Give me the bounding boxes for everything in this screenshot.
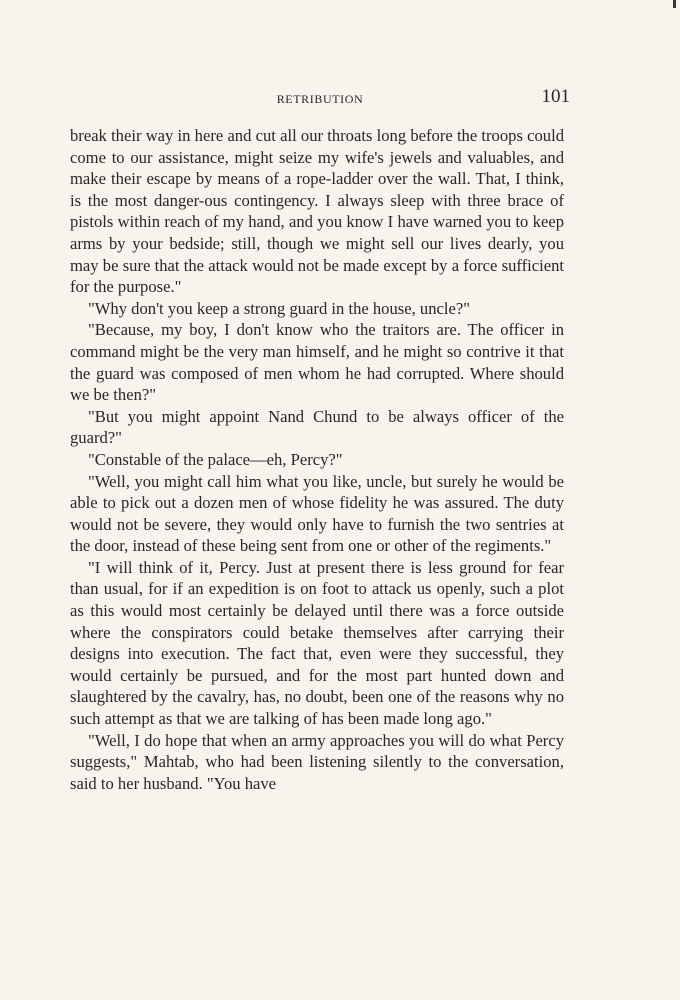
running-head: RETRIBUTION — [276, 92, 364, 106]
paragraph-4: "But you might appoint Nand Chund to be always officer of the guard?" — [70, 406, 564, 448]
scan-edge-mark — [673, 0, 676, 8]
page-number: 101 — [541, 86, 570, 107]
paragraph-7: "I will think of it, Percy. Just at present there is less ground for fear than usual, for if an expedition is on foot to attack us openly, such a plot as this would most certainly be delayed until there was a force outside where the conspirators could betake themselves after carrying their designs into execution. The fact that, even were they successful, they would certainly be pursued, and for the most part hunted down and slaughtered by the cavalry, has, no doubt, been one of the reasons why no such attempt as that we are talking of has been made long ago." — [70, 557, 564, 729]
paragraph-5: "Constable of the palace—eh, Percy?" — [88, 449, 343, 469]
paragraph-1: break their way in here and cut all our throats long before the troops could come to our assistance, might seize my wife's jewels and valuables, and make their escape by means of a rope-ladder over the wall. That, I think, is the most danger-ous contingency. I always sleep with three brace of pistols within reach of my hand, and you know I have warned you to keep arms by your bedside; still, though we might sell our lives dearly, you may be sure that the attack would not be made except by a force sufficient for the purpose." — [70, 126, 564, 297]
paragraph-8: "Well, I do hope that when an army approaches you will do what Percy suggests," Mahtab, who had been listening silently to the conversation, said to her husband. "You have — [70, 730, 564, 793]
paragraph-3: "Because, my boy, I don't know who the traitors are. The officer in command might be the very man himself, and he might so contrive it that the guard was composed of men whom he had corrupted. Where should we be then?" — [70, 320, 564, 405]
paragraph-2: "Why don't you keep a strong guard in the house, uncle?" — [88, 298, 470, 318]
body-text — [70, 125, 564, 794]
page-header — [70, 86, 570, 112]
paragraph-6: "Well, you might call him what you like, uncle, but surely he would be able to pick out a dozen men of whose fidelity he was assured. The duty would not be severe, they would only have to furnish the two sentries at the door, instead of these being sent from one or other of the regiments." — [70, 471, 564, 556]
